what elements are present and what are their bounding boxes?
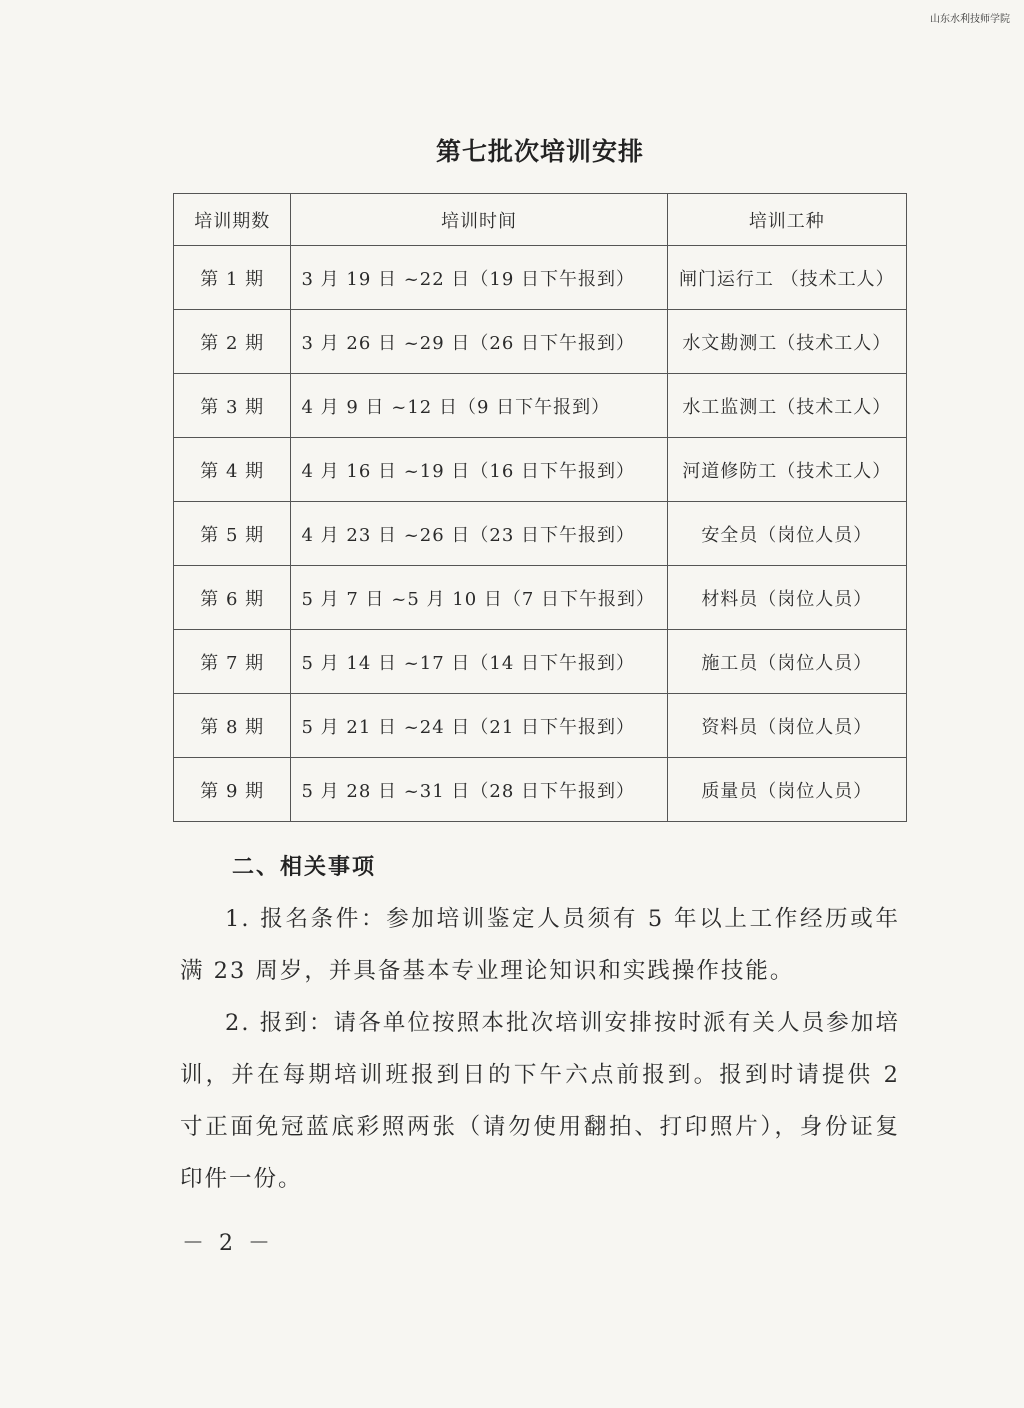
cell-period: 第 8 期	[174, 694, 291, 758]
page-title: 第七批次培训安排	[435, 137, 644, 166]
cell-time: 4 月 16 日 ~19 日（16 日下午报到）	[291, 438, 667, 502]
header-time: 培训时间	[291, 194, 667, 246]
cell-type: 水文勘测工（技术工人）	[667, 310, 906, 374]
training-schedule-table	[173, 193, 907, 822]
cell-period: 第 6 期	[174, 566, 291, 630]
cell-time: 5 月 28 日 ~31 日（28 日下午报到）	[291, 758, 667, 822]
cell-type: 闸门运行工 （技术工人）	[667, 246, 906, 310]
cell-period: 第 9 期	[174, 758, 291, 822]
cell-type: 河道修防工（技术工人）	[667, 438, 906, 502]
table-row	[174, 758, 907, 822]
cell-period: 第 2 期	[174, 310, 291, 374]
cell-time: 5 月 7 日 ~5 月 10 日（7 日下午报到）	[291, 566, 667, 630]
watermark-text: 山东水利技师学院	[930, 14, 1010, 25]
cell-time: 5 月 21 日 ~24 日（21 日下午报到）	[291, 694, 667, 758]
cell-period: 第 3 期	[174, 374, 291, 438]
cell-period: 第 7 期	[174, 630, 291, 694]
cell-type: 水工监测工（技术工人）	[667, 374, 906, 438]
table-header-row	[174, 194, 907, 246]
table-row	[174, 694, 907, 758]
header-type: 培训工种	[667, 194, 906, 246]
page-number: － 2 －	[182, 1231, 274, 1256]
cell-type: 施工员（岗位人员）	[667, 630, 906, 694]
section-heading: 二、相关事项	[232, 854, 377, 880]
cell-time: 3 月 19 日 ~22 日（19 日下午报到）	[291, 246, 667, 310]
cell-period: 第 5 期	[174, 502, 291, 566]
table-row	[174, 566, 907, 630]
paragraph-check-in: 2. 报到：请各单位按照本批次培训安排按时派有关人员参加培训，并在每期培训班报到日的下午六点前报到。报到时请提供 2 寸正面免冠蓝底彩照两张（请勿使用翻拍、打印照片），身份证复印件一份。	[180, 1010, 900, 1192]
cell-time: 4 月 23 日 ~26 日（23 日下午报到）	[291, 502, 667, 566]
cell-period: 第 1 期	[174, 246, 291, 310]
cell-time: 5 月 14 日 ~17 日（14 日下午报到）	[291, 630, 667, 694]
cell-type: 质量员（岗位人员）	[667, 758, 906, 822]
cell-time: 4 月 9 日 ~12 日（9 日下午报到）	[291, 374, 667, 438]
table-row	[174, 630, 907, 694]
cell-type: 资料员（岗位人员）	[667, 694, 906, 758]
cell-type: 安全员（岗位人员）	[667, 502, 906, 566]
cell-time: 3 月 26 日 ~29 日（26 日下午报到）	[291, 310, 667, 374]
header-period: 培训期数	[174, 194, 291, 246]
cell-period: 第 4 期	[174, 438, 291, 502]
paragraph-registration-conditions: 1. 报名条件：参加培训鉴定人员须有 5 年以上工作经历或年满 23 周岁，并具备基本专业理论知识和实践操作技能。	[180, 906, 900, 984]
table-row	[174, 502, 907, 566]
table-row	[174, 438, 907, 502]
table-row	[174, 374, 907, 438]
table-row	[174, 246, 907, 310]
cell-type: 材料员（岗位人员）	[667, 566, 906, 630]
table-row	[174, 310, 907, 374]
